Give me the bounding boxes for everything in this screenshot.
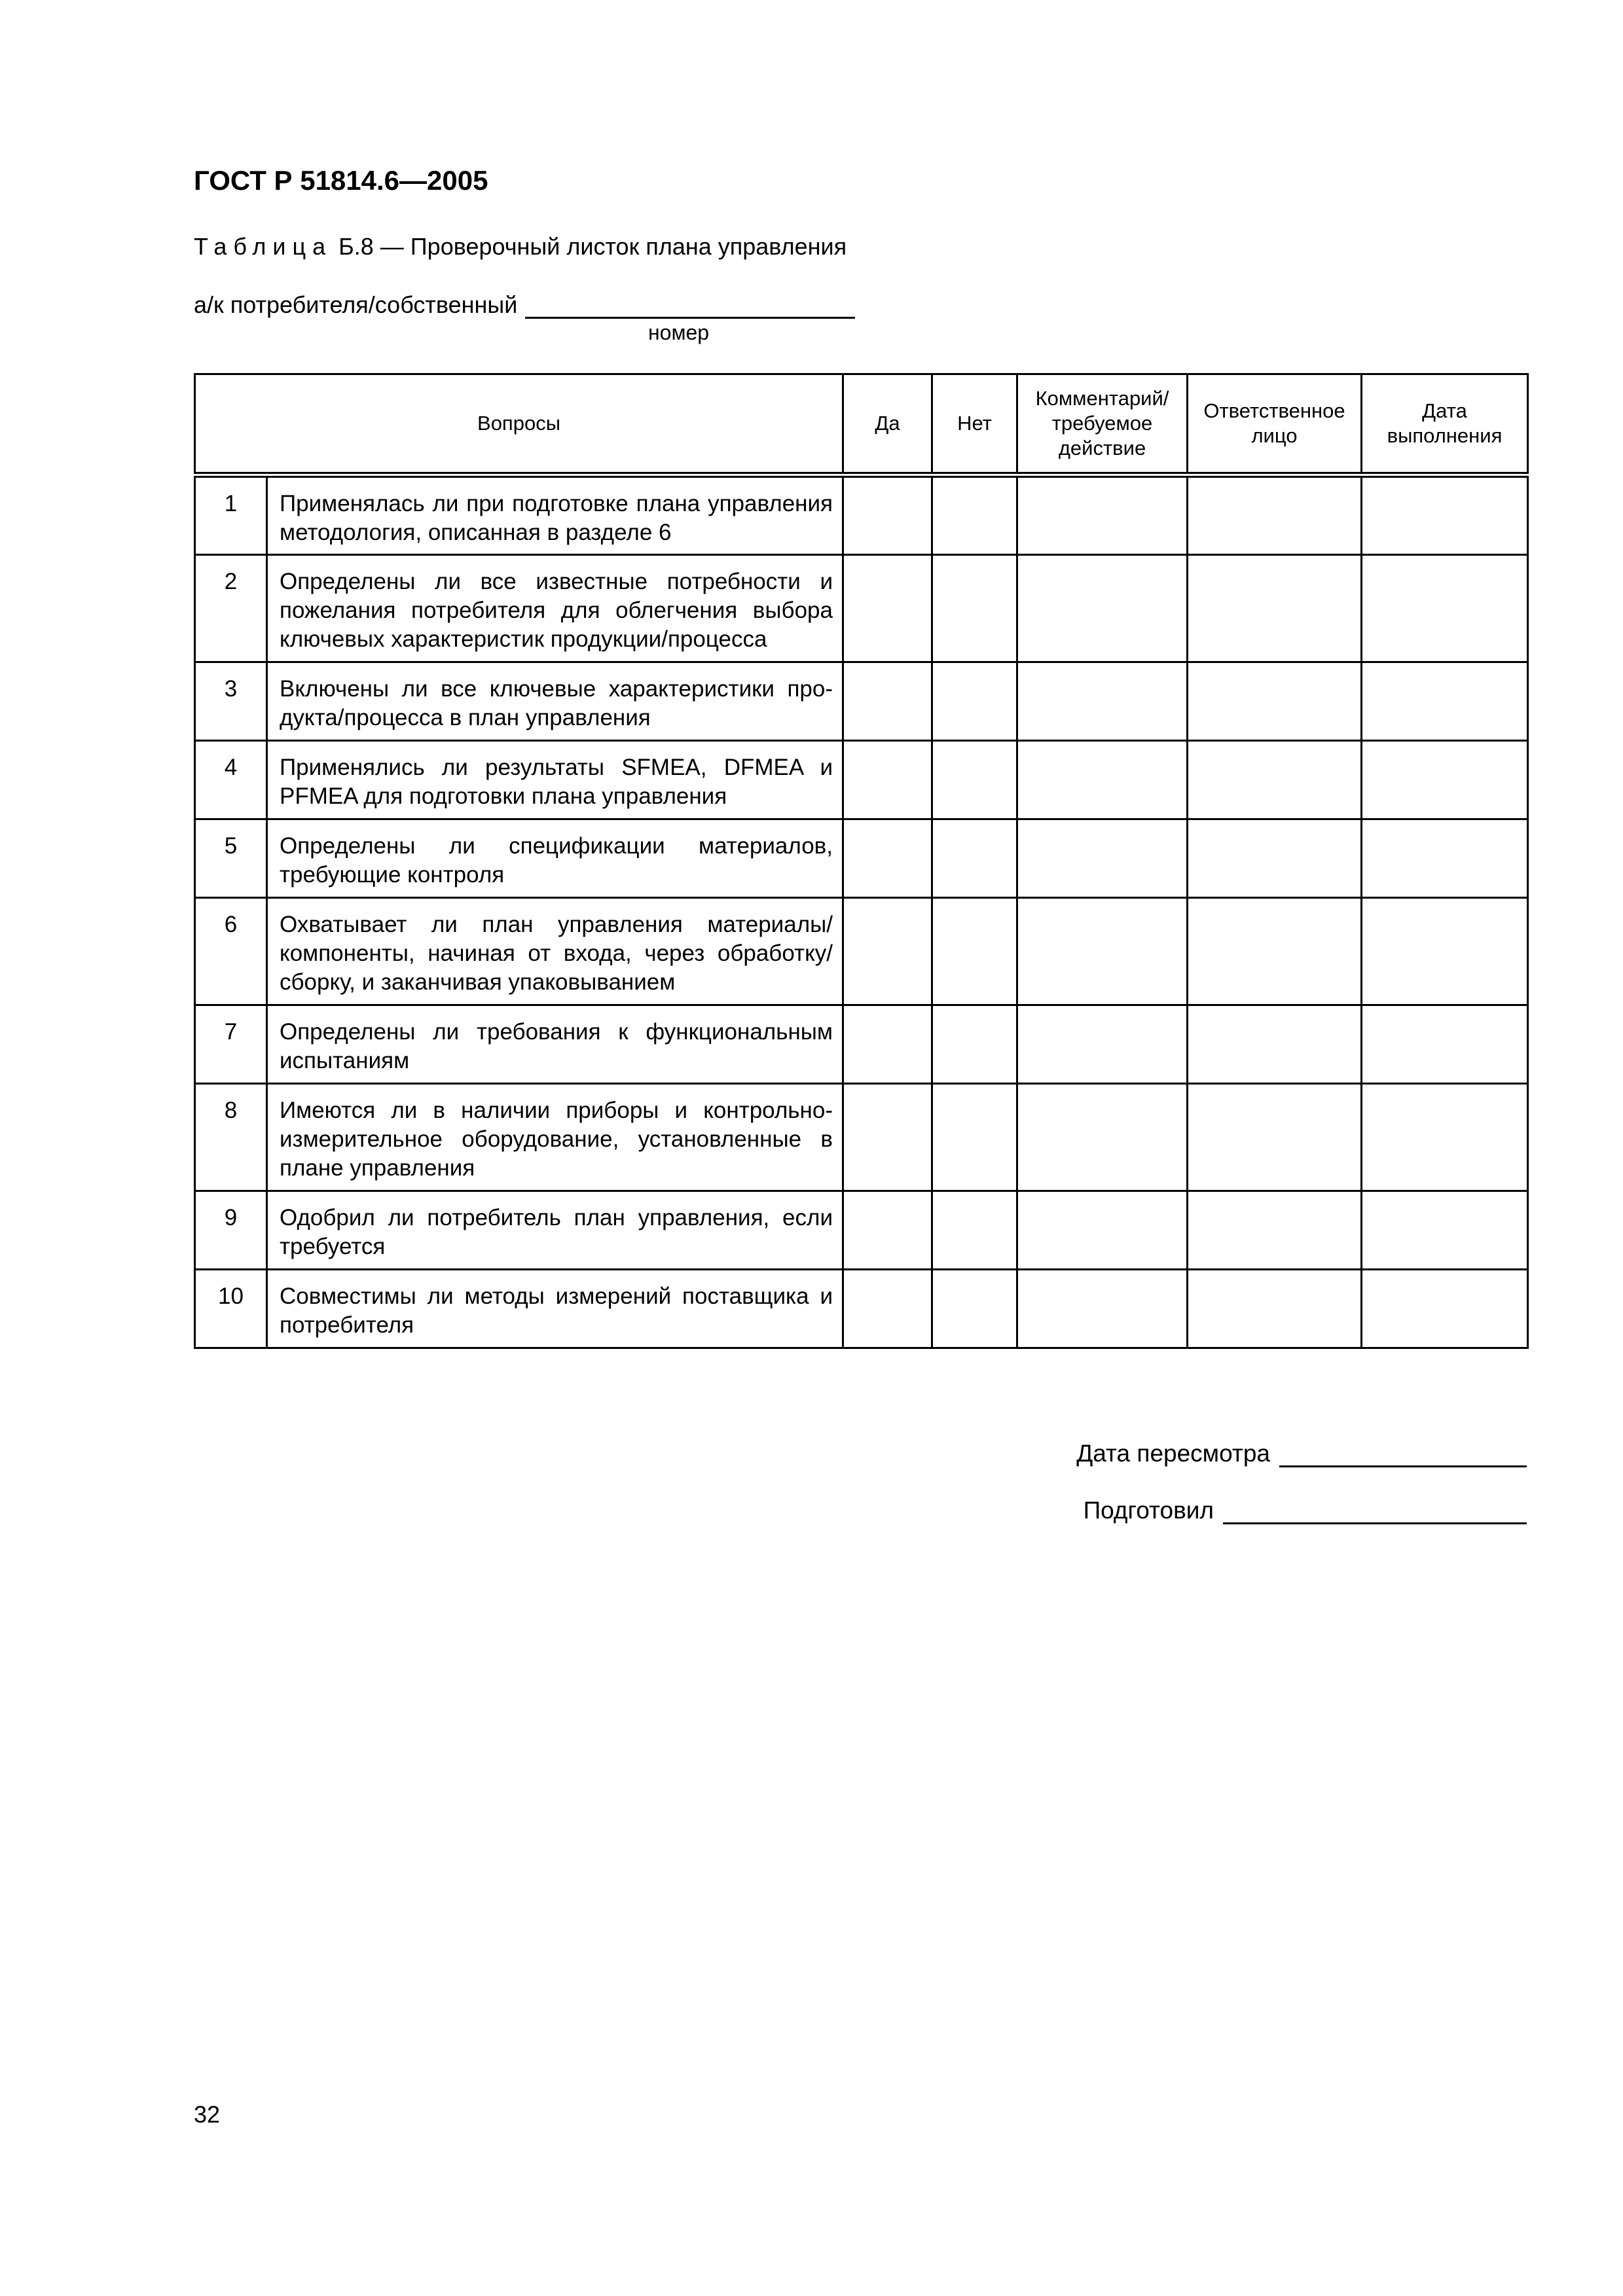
completion-date-cell[interactable]	[1362, 819, 1528, 898]
responsible-cell[interactable]	[1188, 1191, 1362, 1270]
yes-cell[interactable]	[843, 1191, 932, 1270]
completion-date-cell[interactable]	[1362, 1084, 1528, 1191]
yes-cell[interactable]	[843, 1084, 932, 1191]
table-row	[195, 555, 1528, 662]
responsible-cell[interactable]	[1188, 741, 1362, 819]
question-text: Определены ли требования к функциональным испытаниям	[267, 1005, 843, 1084]
header-comment-line-3: действие	[1058, 437, 1146, 459]
row-number: 5	[195, 819, 267, 898]
revision-date-label: Дата пересмотра	[1076, 1440, 1270, 1467]
no-cell[interactable]	[932, 1084, 1017, 1191]
completion-date-cell[interactable]	[1362, 662, 1528, 741]
prepared-by-line	[1084, 1497, 1527, 1524]
responsible-cell[interactable]	[1188, 662, 1362, 741]
table-row	[195, 819, 1528, 898]
comment-cell[interactable]	[1017, 555, 1188, 662]
customer-number-label: а/к потребителя/собственный	[194, 291, 518, 318]
comment-cell[interactable]	[1017, 1270, 1188, 1348]
completion-date-cell[interactable]	[1362, 1270, 1528, 1348]
row-number: 4	[195, 741, 267, 819]
completion-date-cell[interactable]	[1362, 1191, 1528, 1270]
row-number: 3	[195, 662, 267, 741]
question-text: Включены ли все ключевые характеристики продукта/процесса в план управления	[267, 662, 843, 741]
row-number: 10	[195, 1270, 267, 1348]
table-row	[195, 898, 1528, 1005]
yes-cell[interactable]	[843, 819, 932, 898]
comment-cell[interactable]	[1017, 819, 1188, 898]
prepared-by-blank	[1223, 1498, 1527, 1524]
row-number: 6	[195, 898, 267, 1005]
header-responsible-line-2: лицо	[1251, 424, 1298, 447]
row-number: 7	[195, 1005, 267, 1084]
table-row	[195, 1005, 1528, 1084]
yes-cell[interactable]	[843, 555, 932, 662]
table-header-row	[195, 374, 1528, 475]
table-caption	[194, 233, 847, 260]
yes-cell[interactable]	[843, 741, 932, 819]
checklist-table	[194, 373, 1529, 1349]
table-row	[195, 1191, 1528, 1270]
completion-date-cell[interactable]	[1362, 741, 1528, 819]
question-text: Определены ли все известные потребности и пожелания потребителя для облегчения выбора ключевых характеристик продукции/процесса	[267, 555, 843, 662]
question-text: Совместимы ли методы измерений поставщика и потребителя	[267, 1270, 843, 1348]
table-row	[195, 662, 1528, 741]
responsible-cell[interactable]	[1188, 819, 1362, 898]
header-responsible-line-1: Ответственное	[1203, 399, 1345, 422]
table-caption-text: Б.8 — Проверочный листок плана управления	[332, 233, 847, 260]
comment-cell[interactable]	[1017, 1005, 1188, 1084]
yes-cell[interactable]	[843, 662, 932, 741]
comment-cell[interactable]	[1017, 898, 1188, 1005]
comment-cell[interactable]	[1017, 475, 1188, 555]
table-caption-label: Таблица	[194, 233, 333, 260]
customer-number-blank	[525, 292, 855, 319]
completion-date-cell[interactable]	[1362, 475, 1528, 555]
header-date-line-2: выполнения	[1387, 424, 1503, 447]
comment-cell[interactable]	[1017, 662, 1188, 741]
yes-cell[interactable]	[843, 1005, 932, 1084]
no-cell[interactable]	[932, 819, 1017, 898]
no-cell[interactable]	[932, 1005, 1017, 1084]
yes-cell[interactable]	[843, 898, 932, 1005]
no-cell[interactable]	[932, 898, 1017, 1005]
header-comment-line-1: Комментарий/	[1035, 387, 1169, 410]
question-text: Применялись ли результаты SFMEA, DFMEA и PFMEA для подготовки плана управления	[267, 741, 843, 819]
table-row	[195, 1084, 1528, 1191]
question-text: Применялась ли при подготовке плана управления методология, описанная в разделе 6	[267, 475, 843, 555]
responsible-cell[interactable]	[1188, 898, 1362, 1005]
table-row	[195, 475, 1528, 555]
prepared-by-label: Подготовил	[1083, 1497, 1214, 1524]
completion-date-cell[interactable]	[1362, 1005, 1528, 1084]
responsible-cell[interactable]	[1188, 1005, 1362, 1084]
no-cell[interactable]	[932, 741, 1017, 819]
completion-date-cell[interactable]	[1362, 898, 1528, 1005]
customer-number-caption: номер	[648, 321, 710, 344]
yes-cell[interactable]	[843, 475, 932, 555]
question-text: Определены ли спецификации материалов, требующие контроля	[267, 819, 843, 898]
responsible-cell[interactable]	[1188, 1084, 1362, 1191]
question-text: Охватывает ли план управления материалы/ компоненты, начиная от входа, через обработку/ сборку, и заканчивая упаковыванием	[267, 898, 843, 1005]
no-cell[interactable]	[932, 1191, 1017, 1270]
header-completion-date	[1362, 374, 1528, 475]
responsible-cell[interactable]	[1188, 475, 1362, 555]
no-cell[interactable]	[932, 1270, 1017, 1348]
table-row	[195, 1270, 1528, 1348]
row-number: 1	[195, 475, 267, 555]
header-no: Нет	[932, 374, 1017, 475]
question-text: Имеются ли в наличии приборы и контрольно-измерительное оборудование, установленные в плане управления	[267, 1084, 843, 1191]
responsible-cell[interactable]	[1188, 1270, 1362, 1348]
row-number: 9	[195, 1191, 267, 1270]
page-number: 32	[194, 2101, 221, 2128]
comment-cell[interactable]	[1017, 741, 1188, 819]
no-cell[interactable]	[932, 475, 1017, 555]
completion-date-cell[interactable]	[1362, 555, 1528, 662]
row-number: 2	[195, 555, 267, 662]
revision-date-blank	[1279, 1441, 1527, 1467]
no-cell[interactable]	[932, 662, 1017, 741]
header-date-line-1: Дата	[1422, 399, 1467, 422]
header-comment	[1017, 374, 1188, 475]
comment-cell[interactable]	[1017, 1084, 1188, 1191]
header-responsible	[1188, 374, 1362, 475]
customer-number-line	[194, 291, 855, 319]
comment-cell[interactable]	[1017, 1191, 1188, 1270]
header-yes: Да	[843, 374, 932, 475]
header-comment-line-2: требуемое	[1051, 412, 1153, 435]
row-number: 8	[195, 1084, 267, 1191]
revision-date-line	[1076, 1440, 1527, 1467]
question-text: Одобрил ли потребитель план управления, если требуется	[267, 1191, 843, 1270]
no-cell[interactable]	[932, 555, 1017, 662]
table-row	[195, 741, 1528, 819]
yes-cell[interactable]	[843, 1270, 932, 1348]
document-code: ГОСТ Р 51814.6—2005	[194, 165, 488, 196]
responsible-cell[interactable]	[1188, 555, 1362, 662]
header-questions: Вопросы	[195, 374, 843, 475]
